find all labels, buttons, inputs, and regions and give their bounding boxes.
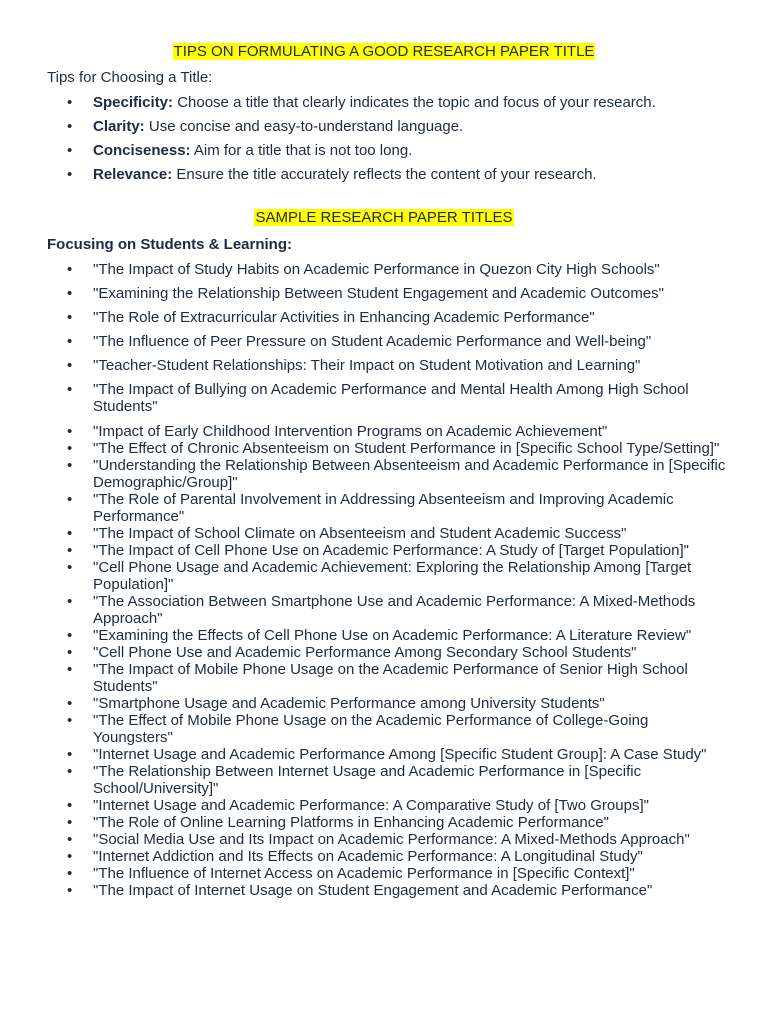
bullet: • [67, 118, 73, 135]
tip-item [0, 118, 768, 135]
bullet: • [67, 712, 73, 729]
title-text: "Social Media Use and Its Impact on Academic Performance: A Mixed-Methods Approach" [93, 831, 690, 848]
bullet: • [67, 644, 73, 661]
bullet: • [67, 142, 73, 159]
list-item [0, 542, 768, 559]
bullet: • [67, 491, 73, 508]
bullet: • [67, 309, 73, 326]
bullet: • [67, 542, 73, 559]
bullet: • [67, 357, 73, 374]
tip-text: Aim for a title that is not too long. [190, 142, 413, 159]
list-item [0, 831, 768, 848]
list-item [0, 457, 768, 491]
title-text: "The Role of Parental Involvement in Addressing Absenteeism and Improving Academic Performance" [93, 491, 674, 525]
list-item [0, 661, 768, 695]
list-item [0, 695, 768, 712]
list-item [0, 746, 768, 763]
title-text: "Impact of Early Childhood Intervention Programs on Academic Achievement" [93, 423, 608, 440]
bullet: • [67, 797, 73, 814]
list-item [0, 285, 768, 302]
bullet: • [67, 166, 73, 183]
title-text: "The Impact of Internet Usage on Student Engagement and Academic Performance" [93, 882, 653, 899]
title-text: "Examining the Effects of Cell Phone Use on Academic Performance: A Literature Review" [93, 627, 692, 644]
bullet: • [67, 94, 73, 111]
list-item [0, 763, 768, 797]
title-text: "The Impact of Study Habits on Academic Performance in Quezon City High Schools" [93, 261, 660, 278]
list-item [0, 814, 768, 831]
bullet: • [67, 593, 73, 610]
tip-item [0, 94, 768, 111]
list-item [0, 593, 768, 627]
list-item [0, 309, 768, 326]
bullet: • [67, 848, 73, 865]
list-item [0, 381, 768, 415]
bullet: • [67, 457, 73, 474]
title-text: "Cell Phone Usage and Academic Achievement: Exploring the Relationship Among [Target Population]" [93, 559, 692, 593]
bullet: • [67, 381, 73, 398]
list-item [0, 627, 768, 644]
list-item [0, 797, 768, 814]
title-text: "The Effect of Mobile Phone Usage on the Academic Performance of College-Going Youngsters" [93, 712, 649, 746]
bullet: • [67, 882, 73, 899]
title-text: "Internet Addiction and Its Effects on Academic Performance: A Longitudinal Study" [93, 848, 643, 865]
title-text: "The Impact of Mobile Phone Usage on the Academic Performance of Senior High School Students" [93, 661, 688, 695]
bullet: • [67, 423, 73, 440]
bullet: • [67, 831, 73, 848]
subheading: Focusing on Students & Learning: [47, 236, 292, 253]
list-item [0, 882, 768, 899]
tip-term: Specificity: [93, 94, 174, 111]
tips-list [0, 94, 768, 190]
section-title [0, 209, 768, 227]
tip-item [0, 166, 768, 183]
title-text: "Internet Usage and Academic Performance: A Comparative Study of [Two Groups]" [93, 797, 649, 814]
section-title-text: SAMPLE RESEARCH PAPER TITLES [255, 209, 513, 226]
title-text: "Cell Phone Use and Academic Performance Among Secondary School Students" [93, 644, 637, 661]
title-text: "The Role of Online Learning Platforms in Enhancing Academic Performance" [93, 814, 609, 831]
bullet: • [67, 746, 73, 763]
bullet: • [67, 763, 73, 780]
title-text: "Internet Usage and Academic Performance Among [Specific Student Group]: A Case Study" [93, 746, 707, 763]
tip-text: Use concise and easy-to-understand language. [144, 118, 464, 135]
tip-item [0, 142, 768, 159]
title-text: "The Effect of Chronic Absenteeism on Student Performance in [Specific School Type/Setting]" [93, 440, 720, 457]
list-item [0, 423, 768, 440]
bullet: • [67, 627, 73, 644]
bullet: • [67, 559, 73, 576]
titles-list-compact [0, 423, 768, 899]
titles-list-spaced [0, 261, 768, 422]
bullet: • [67, 333, 73, 350]
list-item [0, 357, 768, 374]
title-text: "The Impact of Cell Phone Use on Academic Performance: A Study of [Target Population]" [93, 542, 689, 559]
list-item [0, 712, 768, 746]
title-text: "The Impact of School Climate on Absenteeism and Student Academic Success" [93, 525, 627, 542]
tips-intro: Tips for Choosing a Title: [47, 69, 213, 86]
list-item [0, 491, 768, 525]
list-item [0, 333, 768, 350]
page-title-text: TIPS ON FORMULATING A GOOD RESEARCH PAPER TITLE [173, 43, 595, 60]
tip-text: Ensure the title accurately reflects the content of your research. [172, 166, 597, 183]
title-text: "Smartphone Usage and Academic Performance among University Students" [93, 695, 605, 712]
title-text: "Examining the Relationship Between Student Engagement and Academic Outcomes" [93, 285, 664, 302]
title-text: "The Relationship Between Internet Usage and Academic Performance in [Specific School/University]" [93, 763, 642, 797]
list-item [0, 644, 768, 661]
title-text: "The Association Between Smartphone Use and Academic Performance: A Mixed-Methods Approach" [93, 593, 696, 627]
title-text: "Understanding the Relationship Between Absenteeism and Academic Performance in [Specific Demographic/Group]" [93, 457, 726, 491]
title-text: "The Impact of Bullying on Academic Performance and Mental Health Among High School Students" [93, 381, 689, 415]
list-item [0, 261, 768, 278]
bullet: • [67, 661, 73, 678]
bullet: • [67, 261, 73, 278]
tip-term: Clarity: [93, 118, 145, 135]
tip-term: Conciseness: [93, 142, 191, 159]
list-item [0, 865, 768, 882]
list-item [0, 848, 768, 865]
page-title [0, 43, 768, 61]
title-text: "The Influence of Peer Pressure on Student Academic Performance and Well-being" [93, 333, 652, 350]
tip-text: Choose a title that clearly indicates the topic and focus of your research. [173, 94, 656, 111]
list-item [0, 440, 768, 457]
title-text: "The Influence of Internet Access on Academic Performance in [Specific Context]" [93, 865, 635, 882]
list-item [0, 559, 768, 593]
title-text: "Teacher-Student Relationships: Their Impact on Student Motivation and Learning" [93, 357, 641, 374]
bullet: • [67, 814, 73, 831]
bullet: • [67, 440, 73, 457]
bullet: • [67, 525, 73, 542]
bullet: • [67, 285, 73, 302]
tip-term: Relevance: [93, 166, 173, 183]
title-text: "The Role of Extracurricular Activities in Enhancing Academic Performance" [93, 309, 595, 326]
bullet: • [67, 865, 73, 882]
list-item [0, 525, 768, 542]
bullet: • [67, 695, 73, 712]
